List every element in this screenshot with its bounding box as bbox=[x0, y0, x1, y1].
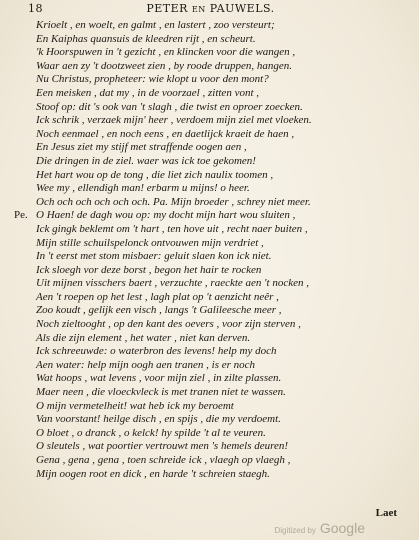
verse-line-text: Een meisken , dat my , in de voorzael , zitten vont , bbox=[36, 86, 260, 99]
verse-line bbox=[30, 386, 392, 400]
verse-line bbox=[30, 101, 392, 115]
verse-line-text: O bloet , o dranck , o kelck! hy spilde 't al te veuren. bbox=[36, 426, 266, 439]
digitization-watermark bbox=[274, 520, 365, 536]
verse-line-text: Zoo koudt , gelijk een visch , langs 't Galileesche meer , bbox=[36, 304, 282, 317]
verse-line bbox=[30, 345, 392, 359]
verse-line bbox=[30, 33, 392, 47]
verse-line bbox=[30, 359, 392, 373]
verse-line-text: En Kaiphas quansuis de kleedren rijt , en scheurt. bbox=[36, 32, 256, 45]
verse-line-text: Maer neen , die vloeckvleck is met tranen niet te wassen. bbox=[36, 386, 286, 399]
verse-line-text: Noch zieltooght , op den kant des oevers , voor zijn sterven , bbox=[36, 318, 301, 331]
watermark-prefix: Digitized by bbox=[274, 526, 316, 535]
verse-line-text: Aen water: help mijn oogh aen tranen , is er noch bbox=[36, 358, 256, 371]
verse-line bbox=[30, 60, 392, 74]
verse-line bbox=[30, 73, 392, 87]
verse-line bbox=[30, 114, 392, 128]
verse-line-text: Stoof op: dit 's ook van 't slagh , die twist en oproer zoecken. bbox=[36, 100, 303, 113]
verse-line bbox=[30, 304, 392, 318]
verse-line bbox=[30, 454, 392, 468]
verse-line-text: O mijn vermetelheit! wat heb ick my beroemt bbox=[36, 399, 234, 412]
verse-line bbox=[30, 400, 392, 414]
verse-line-text: Aen 't roepen op het lest , lagh plat op 't aenzicht neêr , bbox=[36, 290, 279, 303]
verse-line-text: O sleutels , wat poortier vertrouwt men 's hemels deuren! bbox=[36, 440, 289, 453]
verse-line bbox=[30, 196, 392, 210]
verse-line bbox=[30, 277, 392, 291]
verse-line bbox=[30, 332, 392, 346]
verse-line bbox=[30, 264, 392, 278]
verse-text bbox=[14, 19, 392, 481]
verse-line-text: Mijn stille schuilspelonck ontvouwen mijn verdriet , bbox=[36, 236, 264, 249]
verse-line-text: In 't eerst met stom misbaer: geluit slaen kon ick niet. bbox=[36, 250, 272, 263]
verse-line bbox=[30, 237, 392, 251]
page-header bbox=[28, 2, 393, 18]
verse-line bbox=[30, 128, 392, 142]
verse-line-text: Die dringen in de ziel. waer was ick toe gekomen! bbox=[36, 154, 256, 167]
verse-line-text: Uit mijnen visschers baert , verzuchte , raeckte aen 't nocken , bbox=[36, 277, 309, 290]
verse-line-text: 'k Hoorspuwen in 't gezicht , en klincken voor die wangen , bbox=[36, 46, 296, 59]
verse-line-text: Waar aen zy 't dootzweet zien , by roode druppen, hangen. bbox=[36, 59, 293, 72]
verse-line-text: Als die zijn element , het water , niet kan derven. bbox=[36, 331, 251, 344]
verse-line bbox=[30, 169, 392, 183]
google-logo: Google bbox=[319, 520, 365, 536]
verse-line-text: Ick schreeuwde: o waterbron des levens! help my doch bbox=[36, 345, 277, 358]
catchword: Laet bbox=[375, 507, 397, 519]
verse-line-text: Van voorstant! heilge disch , en spijs , die my verdoemt. bbox=[36, 413, 281, 426]
page-number: 18 bbox=[28, 2, 43, 15]
verse-line bbox=[30, 291, 392, 305]
verse-line-text: Wee my , ellendigh man! erbarm u mijns! o heer. bbox=[36, 182, 250, 195]
verse-line-text: Och och och och och och. Pa. Mijn broeder , schrey niet meer. bbox=[36, 195, 311, 208]
verse-line-text: Mijn oogen root en dick , en harde 't schreien staegh. bbox=[36, 467, 270, 480]
verse-line-text: Ick gingk beklemt om 't hart , ten hove uit , recht naer buiten , bbox=[36, 222, 308, 235]
verse-line-text: Wat hoops , wat levens , voor mijn ziel , in zilte plassen. bbox=[36, 372, 282, 385]
verse-line-text: Nu Christus, propheteer: wie klopt u voor den mont? bbox=[36, 73, 269, 86]
verse-line bbox=[30, 223, 392, 237]
verse-line-text: Het hart wou op de tong , die liet zich naulix toomen , bbox=[36, 168, 274, 181]
verse-line bbox=[30, 468, 392, 482]
verse-line bbox=[30, 372, 392, 386]
verse-line bbox=[30, 155, 392, 169]
verse-line bbox=[30, 427, 392, 441]
running-title: PETER en PAUWELS. bbox=[146, 2, 275, 15]
verse-line-text: En Jesus ziet my stijf met straffende oogen aen , bbox=[36, 141, 247, 154]
verse-line bbox=[30, 440, 392, 454]
verse-line-text: Noch eenmael , en noch eens , en daetlijck kraeit de haen , bbox=[36, 127, 295, 140]
verse-line-text: Ick sloegh vor deze borst , begon het hair te rocken bbox=[36, 263, 262, 276]
verse-line-text: Ick schrik , verzaek mijn' heer , verdoem mijn ziel met vloeken. bbox=[36, 114, 312, 127]
verse-line bbox=[30, 182, 392, 196]
verse-line-text: O Haen! de dagh wou op: my docht mijn hart wou sluiten , bbox=[36, 209, 296, 222]
verse-line bbox=[30, 87, 392, 101]
verse-line bbox=[30, 250, 392, 264]
verse-line-text: Krioelt , en woelt, en galmt , en lastert , zoo versteurt; bbox=[36, 19, 275, 31]
verse-line bbox=[14, 209, 392, 223]
verse-line bbox=[30, 413, 392, 427]
speaker-label: Pe. bbox=[14, 209, 28, 222]
verse-line bbox=[30, 318, 392, 332]
verse-line bbox=[30, 19, 392, 33]
verse-line-text: Gena , gena , gena , toen schreide ick , vlaegh op vlaegh , bbox=[36, 454, 291, 466]
verse-line bbox=[30, 141, 392, 155]
verse-line bbox=[30, 46, 392, 60]
